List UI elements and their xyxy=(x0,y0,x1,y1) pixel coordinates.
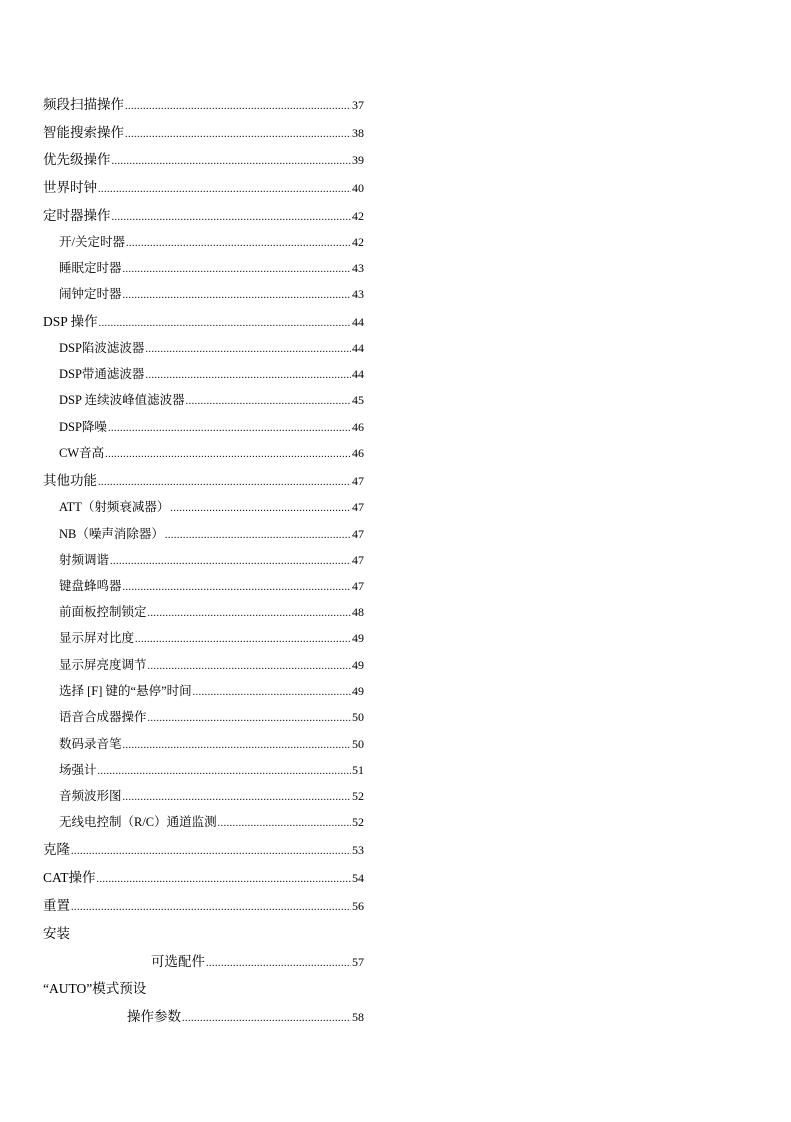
toc-entry-page: 58 xyxy=(352,1010,364,1024)
dot-leader xyxy=(112,156,352,167)
dot-leader xyxy=(165,530,351,541)
toc-entry[interactable] xyxy=(43,93,364,113)
toc-entry-title: DSP带通滤波器 xyxy=(59,367,145,381)
toc-entry-page: 56 xyxy=(352,899,364,913)
toc-entry-title: 其他功能 xyxy=(43,473,97,488)
dot-leader xyxy=(145,344,351,355)
toc-entry-title: 闹钟定时器 xyxy=(59,287,122,301)
toc-entry[interactable] xyxy=(43,148,364,168)
toc-subentry[interactable] xyxy=(59,550,364,568)
toc-entry-title: DSP降噪 xyxy=(59,420,107,434)
toc-entry[interactable] xyxy=(43,121,364,141)
toc-entry-title: 无线电控制（R/C）通道监测 xyxy=(59,815,217,829)
dot-leader xyxy=(206,958,351,969)
toc-entry-title: CW音高 xyxy=(59,446,105,460)
toc-entry-page: 46 xyxy=(352,446,364,460)
dot-leader xyxy=(123,290,351,301)
toc-entry-title: 选择 [F] 键的“悬停”时间 xyxy=(59,684,192,698)
toc-entry-title: ATT（射频衰减器） xyxy=(59,500,170,514)
dot-leader xyxy=(112,212,352,223)
dot-leader xyxy=(148,608,351,619)
dot-leader xyxy=(71,846,351,857)
toc-entry-title: 数码录音笔 xyxy=(59,737,122,751)
toc-entry[interactable] xyxy=(43,469,364,489)
toc-entry[interactable] xyxy=(43,894,364,914)
toc-entry[interactable] xyxy=(43,866,364,886)
toc-entry-page: 37 xyxy=(352,98,364,112)
toc-entry-title: 显示屏对比度 xyxy=(59,631,135,645)
toc-entry-page: 52 xyxy=(352,815,364,829)
toc-entry-page: 44 xyxy=(352,367,364,381)
dot-leader xyxy=(108,423,351,434)
dot-leader xyxy=(148,661,351,672)
toc-entry-title: 智能搜索操作 xyxy=(43,125,124,140)
toc-subentry[interactable] xyxy=(59,364,364,382)
toc-entry[interactable] xyxy=(43,176,364,196)
dot-leader xyxy=(148,713,351,724)
toc-entry-title: 重置 xyxy=(43,898,70,913)
toc-entry[interactable] xyxy=(127,1005,364,1025)
toc-entry-page: 47 xyxy=(352,474,364,488)
toc-entry-page: 50 xyxy=(352,710,364,724)
toc-entry-title: 操作参数 xyxy=(127,1009,181,1024)
toc-subentry[interactable] xyxy=(59,417,364,435)
toc-subentry[interactable] xyxy=(59,655,364,673)
toc-subentry[interactable] xyxy=(59,734,364,752)
toc-entry-page: 49 xyxy=(352,658,364,672)
toc-subentry[interactable] xyxy=(59,576,364,594)
dot-leader xyxy=(123,582,351,593)
toc-entry-page: 42 xyxy=(352,235,364,249)
dot-leader xyxy=(126,238,351,249)
toc-entry-page: 45 xyxy=(352,393,364,407)
toc-subentry[interactable] xyxy=(59,443,364,461)
toc-entry-page: 47 xyxy=(352,553,364,567)
toc-entry-page: 43 xyxy=(352,287,364,301)
dot-leader xyxy=(99,318,351,329)
toc-entry[interactable] xyxy=(43,838,364,858)
toc-entry-title: CAT操作 xyxy=(43,870,96,885)
toc-entry-page: 52 xyxy=(352,789,364,803)
toc-entry-page: 44 xyxy=(352,315,364,329)
toc-entry-title: 睡眠定时器 xyxy=(59,261,122,275)
dot-leader xyxy=(145,370,351,381)
dot-leader xyxy=(71,902,351,913)
dot-leader xyxy=(170,503,351,514)
toc-subentry[interactable] xyxy=(59,602,364,620)
toc-subentry[interactable] xyxy=(59,232,364,250)
dot-leader xyxy=(98,184,351,195)
toc-entry-page: 40 xyxy=(352,181,364,195)
toc-entry-page: 54 xyxy=(352,871,364,885)
toc-entry-title: DSP陷波滤波器 xyxy=(59,341,145,355)
toc-entry-title: 前面板控制锁定 xyxy=(59,605,147,619)
toc-entry-page: 46 xyxy=(352,420,364,434)
toc-entry-page: 42 xyxy=(352,209,364,223)
toc-subentry[interactable] xyxy=(59,390,364,408)
toc-entry-page: 47 xyxy=(352,579,364,593)
toc-entry-page: 47 xyxy=(352,500,364,514)
toc-entry-title: 显示屏亮度调节 xyxy=(59,658,147,672)
toc-entry-page: 51 xyxy=(352,763,364,777)
toc-heading[interactable] xyxy=(43,922,364,942)
toc-entry-title: 场强计 xyxy=(59,763,97,777)
dot-leader xyxy=(123,264,351,275)
toc-subentry[interactable] xyxy=(59,812,364,830)
toc-entry-page: 44 xyxy=(352,341,364,355)
dot-leader xyxy=(135,634,351,645)
toc-heading[interactable] xyxy=(43,977,364,997)
dot-leader xyxy=(182,1013,351,1024)
toc-subentry[interactable] xyxy=(59,338,364,356)
toc-entry-title: 音频波形图 xyxy=(59,789,122,803)
dot-leader xyxy=(125,129,351,140)
toc-entry-title: 克隆 xyxy=(43,842,70,857)
toc-entry-title: 频段扫描操作 xyxy=(43,97,124,112)
toc-entry-page: 43 xyxy=(352,261,364,275)
toc-entry-title: 语音合成器操作 xyxy=(59,710,147,724)
toc-subentry[interactable] xyxy=(59,707,364,725)
toc-entry-page: 49 xyxy=(352,631,364,645)
dot-leader xyxy=(105,449,351,460)
toc-subentry[interactable] xyxy=(59,681,364,699)
dot-leader xyxy=(186,396,351,407)
toc-entry-title: “AUTO”模式预设 xyxy=(43,981,147,996)
toc-entry-title: DSP 操作 xyxy=(43,314,98,329)
toc-subentry[interactable] xyxy=(59,497,364,515)
toc-subentry[interactable] xyxy=(59,524,364,542)
toc-entry-title: 射频调谐 xyxy=(59,553,110,567)
dot-leader xyxy=(193,687,351,698)
dot-leader xyxy=(125,101,351,112)
toc-entry[interactable] xyxy=(43,310,364,330)
dot-leader xyxy=(218,818,351,829)
dot-leader xyxy=(123,740,351,751)
toc-subentry[interactable] xyxy=(59,258,364,276)
toc-entry-page: 47 xyxy=(352,527,364,541)
toc-entry-title: 安装 xyxy=(43,926,70,941)
toc-entry-page: 50 xyxy=(352,737,364,751)
toc-entry-page: 38 xyxy=(352,126,364,140)
toc-entry-title: 世界时钟 xyxy=(43,180,97,195)
dot-leader xyxy=(98,477,351,488)
toc-entry-title: 优先级操作 xyxy=(43,152,111,167)
toc-entry-page: 53 xyxy=(352,843,364,857)
dot-leader xyxy=(123,792,351,803)
toc-subentry[interactable] xyxy=(59,760,364,778)
toc-entry-page: 48 xyxy=(352,605,364,619)
toc-entry-title: 定时器操作 xyxy=(43,208,111,223)
toc-entry-title: NB（噪声消除器） xyxy=(59,527,164,541)
toc-entry-title: 键盘蜂鸣器 xyxy=(59,579,122,593)
dot-leader xyxy=(98,766,351,777)
toc-entry[interactable] xyxy=(151,950,364,970)
toc-entry-page: 39 xyxy=(352,153,364,167)
toc-subentry[interactable] xyxy=(59,284,364,302)
dot-leader xyxy=(110,556,351,567)
toc-entry-title: 可选配件 xyxy=(151,954,205,969)
dot-leader xyxy=(97,874,351,885)
toc-entry[interactable] xyxy=(43,204,364,224)
toc-entry-title: DSP 连续波峰值滤波器 xyxy=(59,393,185,407)
toc-subentry[interactable] xyxy=(59,628,364,646)
toc-entry-page: 49 xyxy=(352,684,364,698)
toc-entry-title: 开/关定时器 xyxy=(59,235,125,249)
toc-subentry[interactable] xyxy=(59,786,364,804)
toc-entry-page: 57 xyxy=(352,955,364,969)
